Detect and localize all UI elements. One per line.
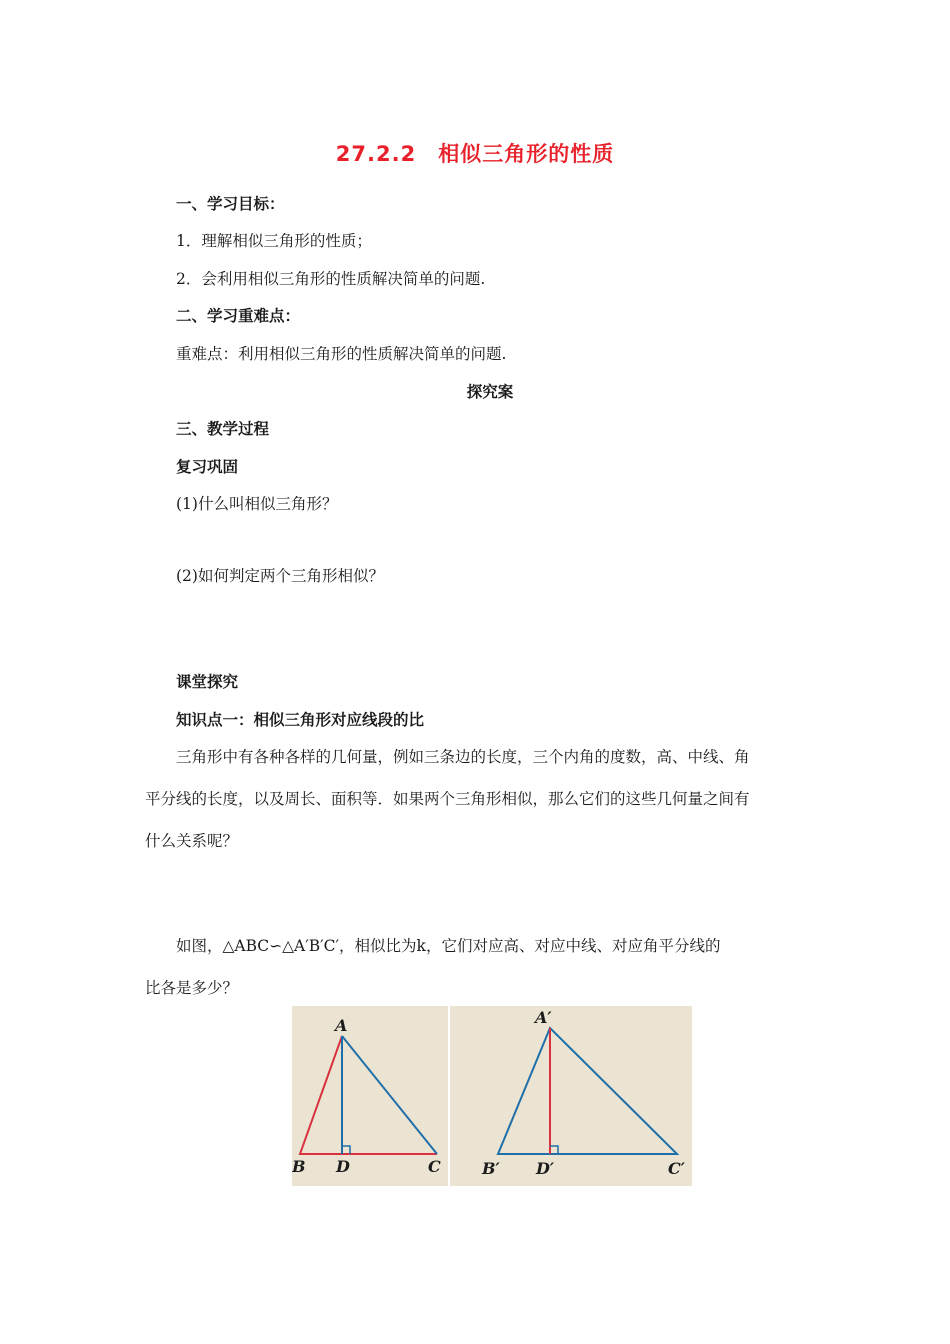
label-b-prime: B′: [482, 1159, 500, 1178]
section-heading-process: 三、教学过程: [176, 420, 270, 438]
review-question-1: (1)什么叫相似三角形？: [176, 495, 338, 513]
label-d-prime: D′: [536, 1159, 555, 1178]
paragraph-1-line-2: 平分线的长度，以及周长、面积等．如果两个三角形相似，那么它们的这些几何量之间有: [145, 790, 750, 808]
section-heading-goals: 一、学习目标：: [176, 195, 285, 213]
review-question-2: (2)如何判定两个三角形相似？: [176, 567, 384, 585]
paragraph-2-line-1: 如图，△ABC∽△A′B′C′，相似比为k，它们对应高、对应中线、对应角平分线的: [176, 937, 721, 955]
label-c-prime: C′: [668, 1159, 685, 1178]
label-b: B: [292, 1157, 306, 1176]
goal-item-2: 2．会利用相似三角形的性质解决简单的问题.: [176, 270, 486, 288]
triangles-svg: [292, 1006, 692, 1186]
keypoints-text: 重难点：利用相似三角形的性质解决简单的问题.: [176, 345, 507, 363]
class-explore-heading: 课堂探究: [176, 673, 239, 691]
page-title: 27.2.2 相似三角形的性质: [335, 142, 615, 166]
review-heading: 复习巩固: [176, 458, 239, 476]
knowledge-point-1-heading: 知识点一：相似三角形对应线段的比: [176, 711, 425, 729]
label-a-prime: A′: [535, 1008, 552, 1027]
label-c: C: [428, 1157, 441, 1176]
similar-triangles-figure: [292, 1006, 692, 1186]
label-d: D: [336, 1157, 350, 1176]
paragraph-1-line-1: 三角形中有各种各样的几何量，例如三条边的长度，三个内角的度数，高、中线、角: [176, 748, 750, 766]
label-a: A: [335, 1016, 348, 1035]
paragraph-2-line-2: 比各是多少？: [145, 979, 239, 997]
goal-item-1: 1．理解相似三角形的性质；: [176, 232, 372, 250]
section-heading-keypoints: 二、学习重难点：: [176, 307, 301, 325]
paragraph-1-line-3: 什么关系呢？: [145, 832, 239, 850]
explore-title: 探究案: [466, 383, 514, 401]
